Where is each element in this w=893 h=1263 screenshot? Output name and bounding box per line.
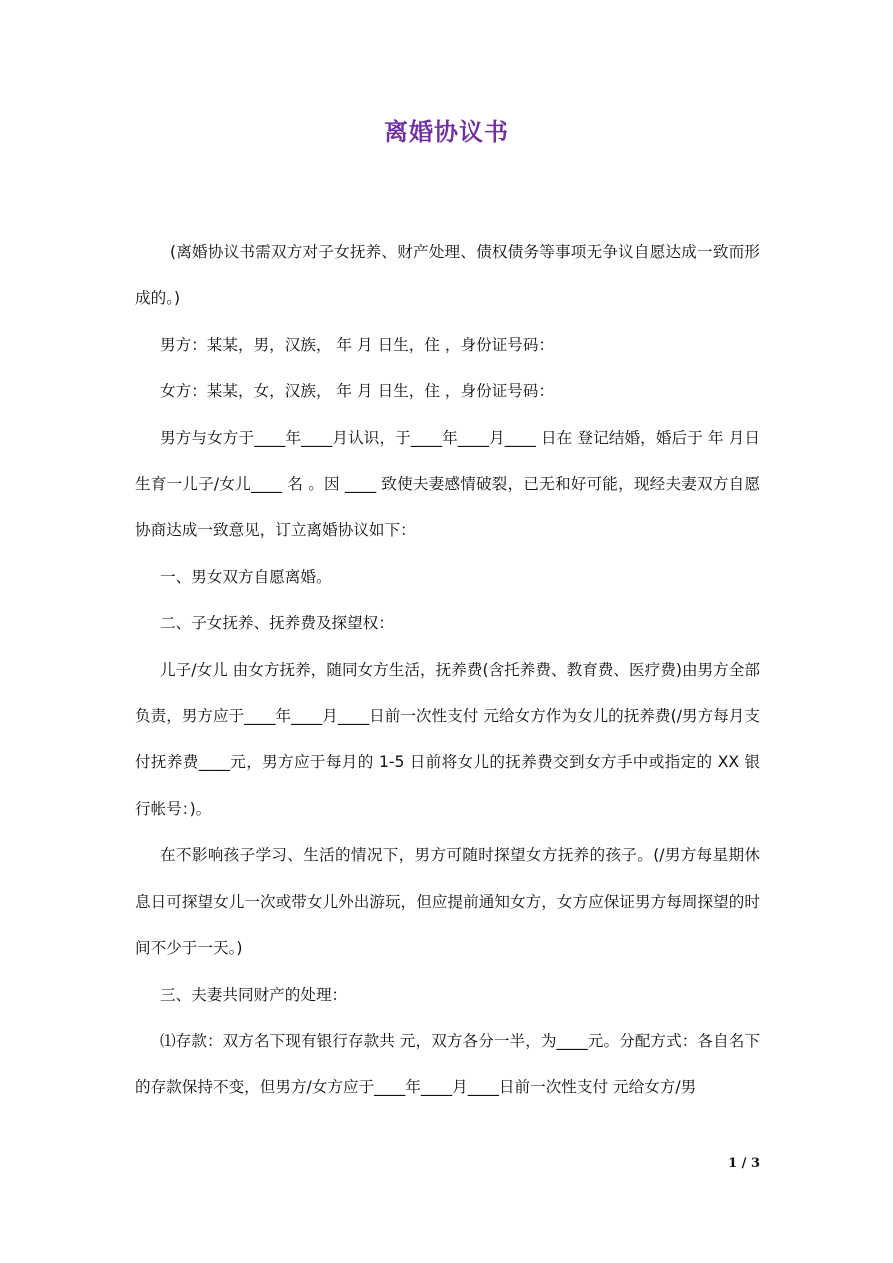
document-title: 离婚协议书 <box>384 118 509 146</box>
visitation-paragraph: 在不影响孩子学习、生活的情况下，男方可随时探望女方抚养的孩子。(/男方每星期休息日可探望女儿一次或带女儿外出游玩，但应提前通知女方，女方应保证男方每周探望的时间不少于一天。) <box>135 846 760 958</box>
wife-info: 女方：某某，女，汉族， 年 月 日生，住 ，身份证号码： <box>160 382 555 401</box>
intro-note: (离婚协议书需双方对子女抚养、财产处理、债权债务等事项无争议自愿达成一致而形成的。) <box>135 243 760 308</box>
page-number: 1 / 3 <box>728 1156 760 1171</box>
clause-3-heading: 三、夫妻共同财产的处理： <box>160 985 348 1004</box>
document-body <box>135 229 760 1111</box>
marriage-background: 男方与女方于____年____月认识，于____年____月____ 日在 登记结婚，婚后于 年 月日生育一儿子/女儿____ 名 。因 ____ 致使夫妻感情破裂，已无和好可能，现经夫妻双方自愿协商达成一致意见，订立离婚协议如下： <box>135 428 760 540</box>
husband-info: 男方：某某，男，汉族， 年 月 日生，住 ，身份证号码： <box>160 335 555 354</box>
deposits-paragraph: ⑴存款：双方名下现有银行存款共 元，双方各分一半，为____元。分配方式：各自名下的存款保持不变，但男方/女方应于____年____月____日前一次性支付 元给女方/男 <box>135 1031 760 1097</box>
clause-2-heading: 二、子女抚养、抚养费及探望权： <box>160 614 394 633</box>
clause-1: 一、男女双方自愿离婚。 <box>160 567 332 586</box>
child-support-paragraph: 儿子/女儿 由女方抚养，随同女方生活，抚养费(含托养费、教育费、医疗费)由男方全部负责，男方应于____年____月____日前一次性支付 元给女方作为女儿的抚养费(/男方每月支付抚养费____元，男方应于每月的 1-5 日前将女儿的抚养费交到女方手中或指定的 XX 银行帐号：)。 <box>135 660 760 818</box>
